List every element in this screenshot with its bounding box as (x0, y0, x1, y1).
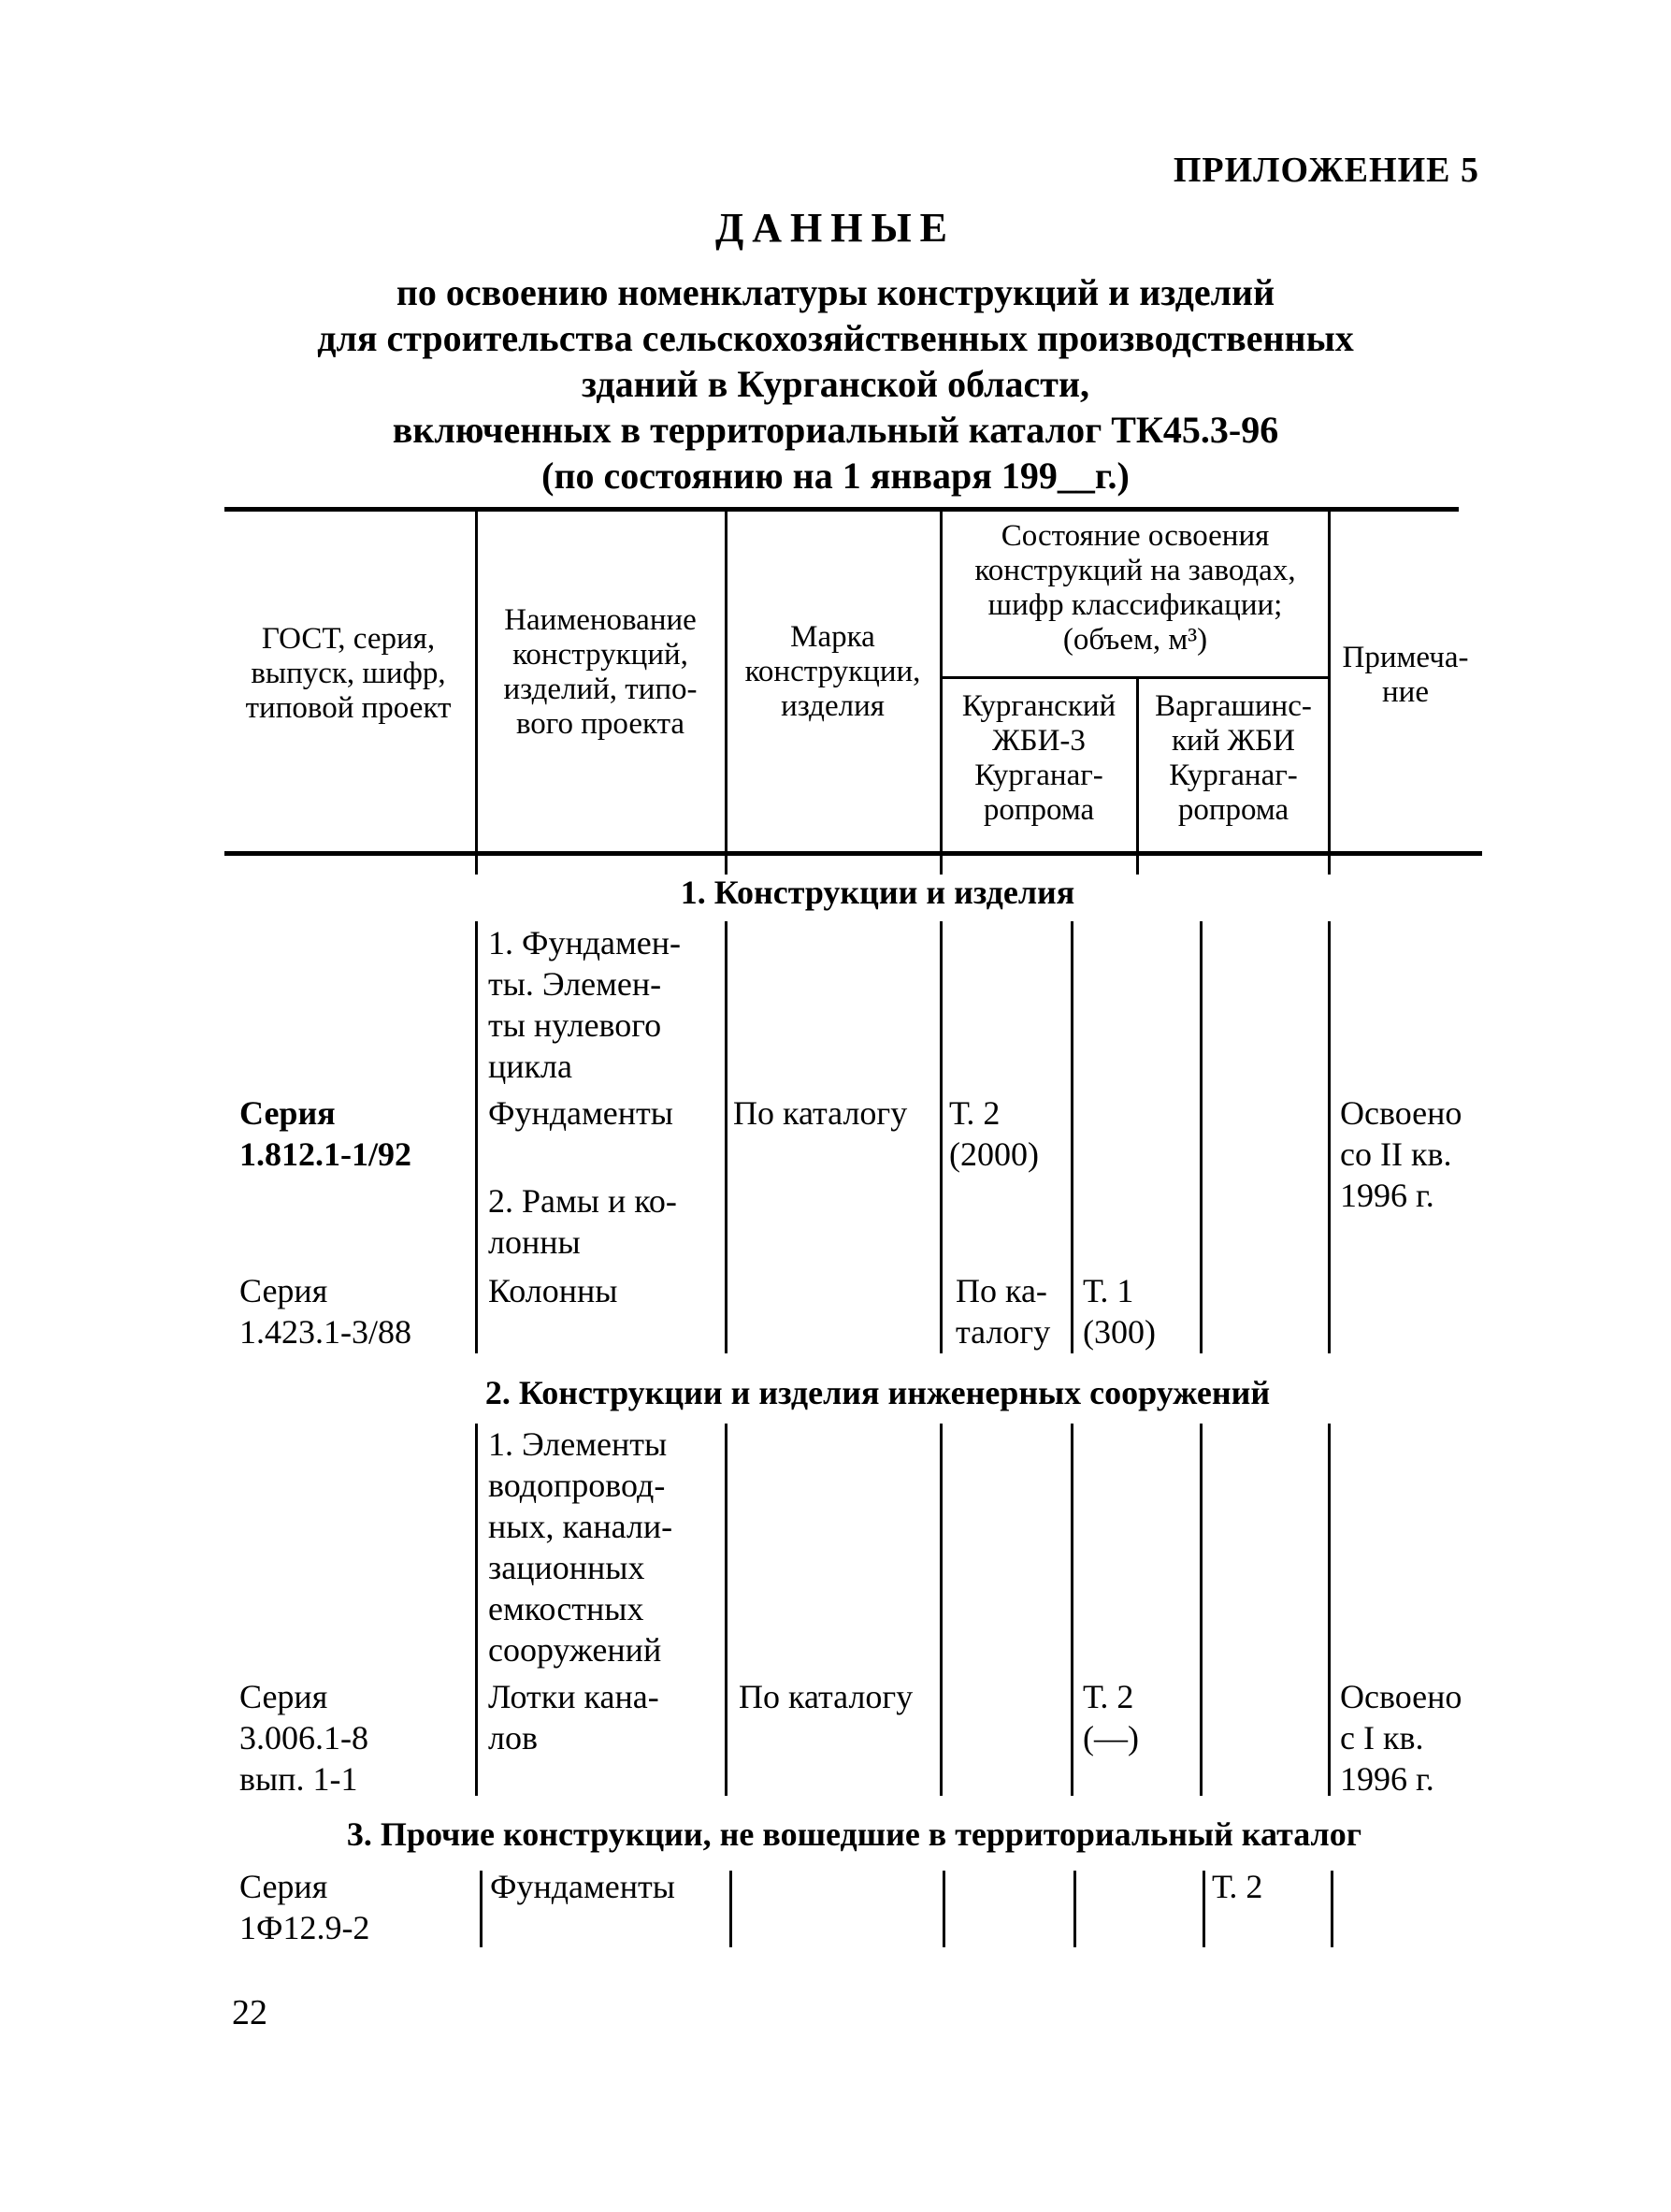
series-code: Серия 3.006.1-8 вып. 1-1 (239, 1678, 368, 1798)
note: Освоено с I кв. 1996 г. (1340, 1678, 1462, 1798)
column-divider (1071, 1424, 1073, 1796)
appendix-label: ПРИЛОЖЕНИЕ 5 (1173, 151, 1479, 190)
column-divider (1328, 1424, 1331, 1796)
header-vargash-plant: Варгашинс- кий ЖБИ Курганаг- ропрома (1155, 689, 1312, 827)
subgroup-label: 1. Элементы водопровод- ных, канали- зационных емкостных сооружений (488, 1425, 673, 1669)
subtitle-line: (по состоянию на 1 января 199__г.) (541, 455, 1130, 497)
column-divider (940, 1424, 943, 1796)
column-divider (729, 1871, 732, 1947)
column-divider (940, 921, 943, 1353)
construction-name: Фундаменты (488, 1094, 673, 1132)
column-divider (1203, 1871, 1205, 1947)
column-divider (725, 1424, 727, 1796)
header-note: Примеча- ние (1342, 641, 1469, 709)
header-bottom-rule (224, 851, 1482, 856)
column-divider (1073, 1871, 1076, 1947)
subtitle-line: по освоению номенклатуры конструкций и изделий (396, 271, 1275, 313)
column-divider (1071, 921, 1073, 1353)
kurgan-status: Т. 2 (—) (1083, 1678, 1139, 1757)
section-title: 3. Прочие конструкции, не вошедшие в территориальный каталог (346, 1815, 1362, 1853)
series-code: Серия 1.812.1-1/92 (239, 1094, 411, 1173)
kurgan-status: Т. 1 (300) (1083, 1272, 1156, 1351)
header-status-group: Состояние освоения конструкций на заводах, шифр классификации; (объем, м³) (974, 519, 1296, 657)
header-gost: ГОСТ, серия, выпуск, шифр, типовой проект (245, 622, 452, 725)
subgroup-label: 2. Рамы и ко- лонны (488, 1182, 677, 1261)
series-code: Серия 1Ф12.9-2 (239, 1868, 370, 1946)
section-title: 1. Конструкции и изделия (680, 874, 1075, 911)
series-code: Серия 1.423.1-3/88 (239, 1272, 411, 1351)
subtitle-line: зданий в Курганской области, (581, 363, 1089, 405)
column-divider (475, 1424, 478, 1796)
kurgan-status: Т. 2 (2000) (949, 1094, 1039, 1173)
column-divider (480, 1871, 483, 1947)
construction-mark: По каталогу (739, 1678, 914, 1715)
construction-mark: По ка- талогу (956, 1272, 1051, 1351)
header-mark: Марка конструкции, изделия (744, 620, 921, 723)
subtitle-line: для строительства сельскохозяйственных производственных (317, 317, 1354, 359)
column-divider (725, 921, 727, 1353)
column-divider (1328, 921, 1331, 1353)
subtitle-line: включенных в территориальный каталог ТК45.3-96 (392, 409, 1279, 451)
section-title: 2. Конструкции и изделия инженерных сооружений (484, 1374, 1271, 1411)
construction-name: Лотки кана- лов (488, 1678, 659, 1757)
note: Освоено со II кв. 1996 г. (1340, 1094, 1462, 1214)
page-number: 22 (232, 1993, 267, 2032)
column-divider (1200, 921, 1203, 1353)
header-name: Наименование конструкций, изделий, типо- вого проекта (503, 603, 698, 741)
table-top-rule (224, 507, 1459, 512)
document-title: ДАННЫЕ (714, 205, 957, 251)
document-subtitle (0, 269, 1671, 499)
column-divider (1331, 1871, 1333, 1947)
column-divider (1200, 1424, 1203, 1796)
vargash-status: Т. 2 (1212, 1868, 1263, 1905)
subgroup-label: 1. Фундамен- ты. Элемен- ты нулевого цикла (488, 924, 682, 1085)
column-divider (475, 921, 478, 1353)
construction-name: Фундаменты (490, 1868, 675, 1905)
header-kurgan-plant: Курганский ЖБИ-3 Курганаг- ропрома (961, 689, 1116, 827)
column-divider (943, 1871, 945, 1947)
construction-name: Колонны (488, 1272, 618, 1309)
construction-mark: По каталогу (733, 1094, 908, 1132)
